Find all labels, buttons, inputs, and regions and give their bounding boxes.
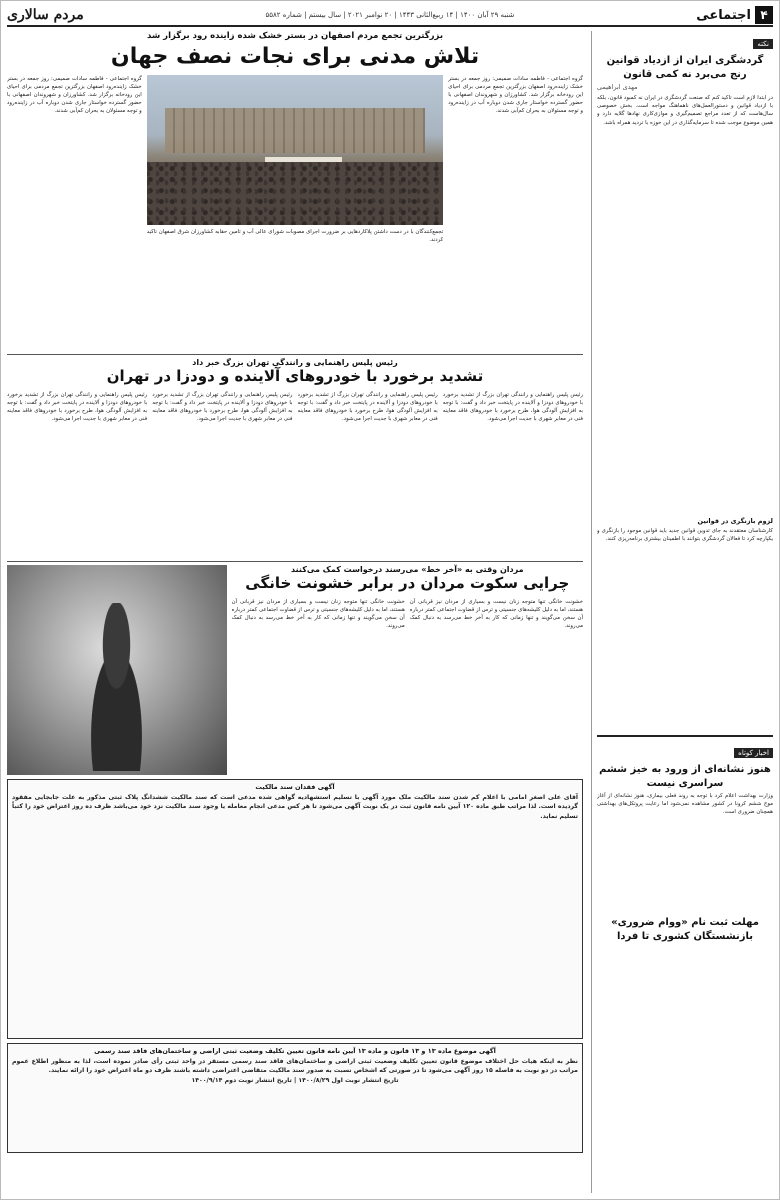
- story3-body-2: خشونت خانگی تنها متوجه زنان نیست و بسیاری از مردان نیز قربانی آن هستند، اما به دلیل کلیشه‌های جنسیتی و ترس از قضاوت اجتماعی کمتر درباره آن سخن می‌گویند و تنها زمانی که کار به آخر خط می‌رسد به دنبال کمک می‌روند.: [231, 598, 405, 630]
- notice1-title: آگهی فقدان سند مالکیت: [255, 783, 335, 791]
- masthead: [7, 5, 773, 27]
- story2-body-2: رئیس پلیس راهنمایی و رانندگی تهران بزرگ از تشدید برخورد با خودروهای دودزا و آلاینده در پایتخت خبر داد و گفت: با توجه به افزایش آلودگی هوا، طرح برخورد با خودروهای فاقد معاینه فنی در معابر شهری با جدیت اجرا می‌شود.: [297, 391, 438, 423]
- brief-title-2: مهلت ثبت نام «ووام ضروری» بازنشستگان کشوری تا فردا: [611, 917, 759, 942]
- story-zayandeh-rud: [7, 31, 583, 351]
- column-byline: مهدی ابراهیمی: [597, 83, 638, 91]
- section-name: اجتماعی: [696, 7, 751, 23]
- notice1-body: آقای علی اصغر امامی با اعلام کم شدن سند مالکیت ملک مورد آگهی با تسلیم استشهادیه گواهی شده مدعی است که سند مالکیت ششدانگ پلاک ثبتی مذکور به علت جابجایی مفقود گردیده است. لذا مراتب طبق ماده ۱۲۰ آیین نامه قانون ثبت در یک نوبت آگهی می‌شود تا هر کس مدعی انجام معامله یا وجود سند مالکیت نزد خود می‌باشد ظرف ده روز اعتراض خود را کتباً تسلیم نماید.: [12, 794, 579, 820]
- dateline: شنبه ۲۹ آبان ۱۴۰۰ | ۱۴ ربیع‌الثانی ۱۴۴۳ | ۲۰ نوامبر ۲۰۲۱ | سال بیستم | شماره ۵۵۸۲: [265, 11, 515, 19]
- column-body-2: کارشناسان معتقدند به جای تدوین قوانین جدید باید قوانین موجود را بازنگری و یکپارچه کرد تا فعالان گردشگری بتوانند با اطمینان بیشتری برنامه‌ریزی کنند.: [597, 528, 773, 543]
- man-photo: [7, 565, 227, 775]
- protest-photo: [147, 75, 443, 225]
- column-kicker: نکته: [753, 39, 773, 49]
- column-title: گردشگری ایران از ازدیاد قوانین رنج می‌برد نه کمی قانون: [606, 55, 764, 80]
- story1-headline: تلاش مدنی برای نجات نصف جهان: [110, 44, 480, 69]
- section-label: [696, 6, 773, 24]
- story2-kicker: رئیس پلیس راهنمایی و رانندگی تهران بزرگ خبر داد: [192, 358, 398, 367]
- notice2-title: آگهی موضوع ماده ۱۳ و ۱۳ قانون و ماده ۱۳ آیین نامه قانون تعیین تکلیف وضعیت ثبتی اراضی و ساختمان‌های فاقد سند رسمی: [94, 1047, 496, 1055]
- story-pollution: [7, 358, 583, 558]
- story3-kicker: مردان وقتی به «آخر خط» می‌رسند درخواست کمک می‌کنند: [291, 565, 524, 574]
- divider: [7, 561, 583, 562]
- brand-logo: مردم سالاری: [7, 7, 84, 23]
- column-body: در ابتدا لازم است تاکید کنم که صنعت گردشگری در ایران نه کمبود قانون، بلکه با ازدیاد قوانین و دستورالعمل‌های ناهماهنگ مواجه است. بخش خصوصی سال‌هاست که از تعدد مراجع تصمیم‌گیری و موازی‌کاری نهادها گلایه دارد و همین موضوع موجب شده تا سرمایه‌گذاری در این حوزه با تردید همراه باشد.: [597, 95, 773, 126]
- legal-notice-1: [7, 779, 583, 1039]
- story2-headline: تشدید برخورد با خودروهای آلاینده و دودزا در تهران: [106, 367, 484, 385]
- section-number: ۴: [755, 6, 773, 24]
- divider: [7, 354, 583, 355]
- main-area: [7, 31, 583, 1193]
- brief-kicker: اخبار کوتاه: [734, 748, 773, 758]
- story-domestic-violence: [7, 565, 583, 775]
- story1-kicker: بزرگترین تجمع مردم اصفهان در بستر خشک شده زاینده رود برگزار شد: [146, 31, 444, 41]
- right-column: [591, 31, 773, 1193]
- story2-body-3: رئیس پلیس راهنمایی و رانندگی تهران بزرگ از تشدید برخورد با خودروهای دودزا و آلاینده در پایتخت خبر داد و گفت: با توجه به افزایش آلودگی هوا، طرح برخورد با خودروهای فاقد معاینه فنی در معابر شهری با جدیت اجرا می‌شود.: [152, 391, 293, 423]
- news-brief-box: [597, 735, 773, 943]
- story2-body-4: رئیس پلیس راهنمایی و رانندگی تهران بزرگ از تشدید برخورد با خودروهای دودزا و آلاینده در پایتخت خبر داد و گفت: با توجه به افزایش آلودگی هوا، طرح برخورد با خودروهای فاقد معاینه فنی در معابر شهری با جدیت اجرا می‌شود.: [7, 391, 148, 423]
- story1-body: گروه اجتماعی - فاطمه سادات صمیمی: روز جمعه در بستر خشک زاینده‌رود اصفهان بزرگترین تجمع مردمی برای احیای این رودخانه برگزار شد. کشاورزان و شهروندان اصفهانی با حضور گسترده خواستار جاری شدن دوباره آب در زاینده‌رود و توجه مسئولان به بحران کم‌آبی شدند.: [448, 75, 583, 115]
- story2-body-1: رئیس پلیس راهنمایی و رانندگی تهران بزرگ از تشدید برخورد با خودروهای دودزا و آلاینده در پایتخت خبر داد و گفت: با توجه به افزایش آلودگی هوا، طرح برخورد با خودروهای فاقد معاینه فنی در معابر شهری با جدیت اجرا می‌شود.: [442, 391, 583, 423]
- story3-body-1: خشونت خانگی تنها متوجه زنان نیست و بسیاری از مردان نیز قربانی آن هستند، اما به دلیل کلیشه‌های جنسیتی و ترس از قضاوت اجتماعی کمتر درباره آن سخن می‌گویند و تنها زمانی که کار به آخر خط می‌رسد به دنبال کمک می‌روند.: [409, 598, 583, 630]
- brief-body: وزارت بهداشت اعلام کرد با توجه به روند فعلی بیماری، هنوز نشانه‌ای از آغاز موج ششم کرونا در کشور مشاهده نمی‌شود اما رعایت پروتکل‌های بهداشتی همچنان ضروری است.: [597, 793, 773, 816]
- story1-body-3: گروه اجتماعی - فاطمه سادات صمیمی: روز جمعه در بستر خشک زاینده‌رود اصفهان بزرگترین تجمع مردمی برای احیای این رودخانه برگزار شد. کشاورزان و شهروندان اصفهانی با حضور گسترده خواستار جاری شدن دوباره آب در زاینده‌رود و توجه مسئولان به بحران کم‌آبی شدند.: [7, 75, 142, 115]
- column-subhead: لزوم بازنگری در قوانین: [697, 517, 773, 525]
- story3-headline: چرایی سکوت مردان در برابر خشونت خانگی: [245, 574, 570, 592]
- brief-title: هنوز نشانه‌ای از ورود به خیز ششم سراسری نیست: [599, 764, 771, 789]
- notice2-body: نظر به اینکه هیات حل اختلاف موضوع قانون تعیین تکلیف وضعیت ثبتی اراضی و ساختمان‌های فاقد سند رسمی مستقر در واحد ثبتی رأی صادر نموده است، لذا به منظور اطلاع عموم مراتب در دو نوبت به فاصله ۱۵ روز آگهی می‌شود تا در صورتی که اشخاص نسبت به صدور سند مالکیت متقاضی اعتراضی داشته باشند ظرف دو ماه اعتراض خود را ارائه نمایند.: [12, 1058, 578, 1075]
- story1-body-2: تجمع‌کنندگان با در دست داشتن پلاکاردهایی بر ضرورت اجرای مصوبات شورای عالی آب و تامین حقابه کشاورزان شرق اصفهان تاکید کردند.: [146, 228, 444, 243]
- notice2-dates: تاریخ انتشار نوبت اول ۱۴۰۰/۸/۲۹ | تاریخ انتشار نوبت دوم ۱۴۰۰/۹/۱۴: [191, 1076, 399, 1084]
- legal-notice-2: [7, 1043, 583, 1153]
